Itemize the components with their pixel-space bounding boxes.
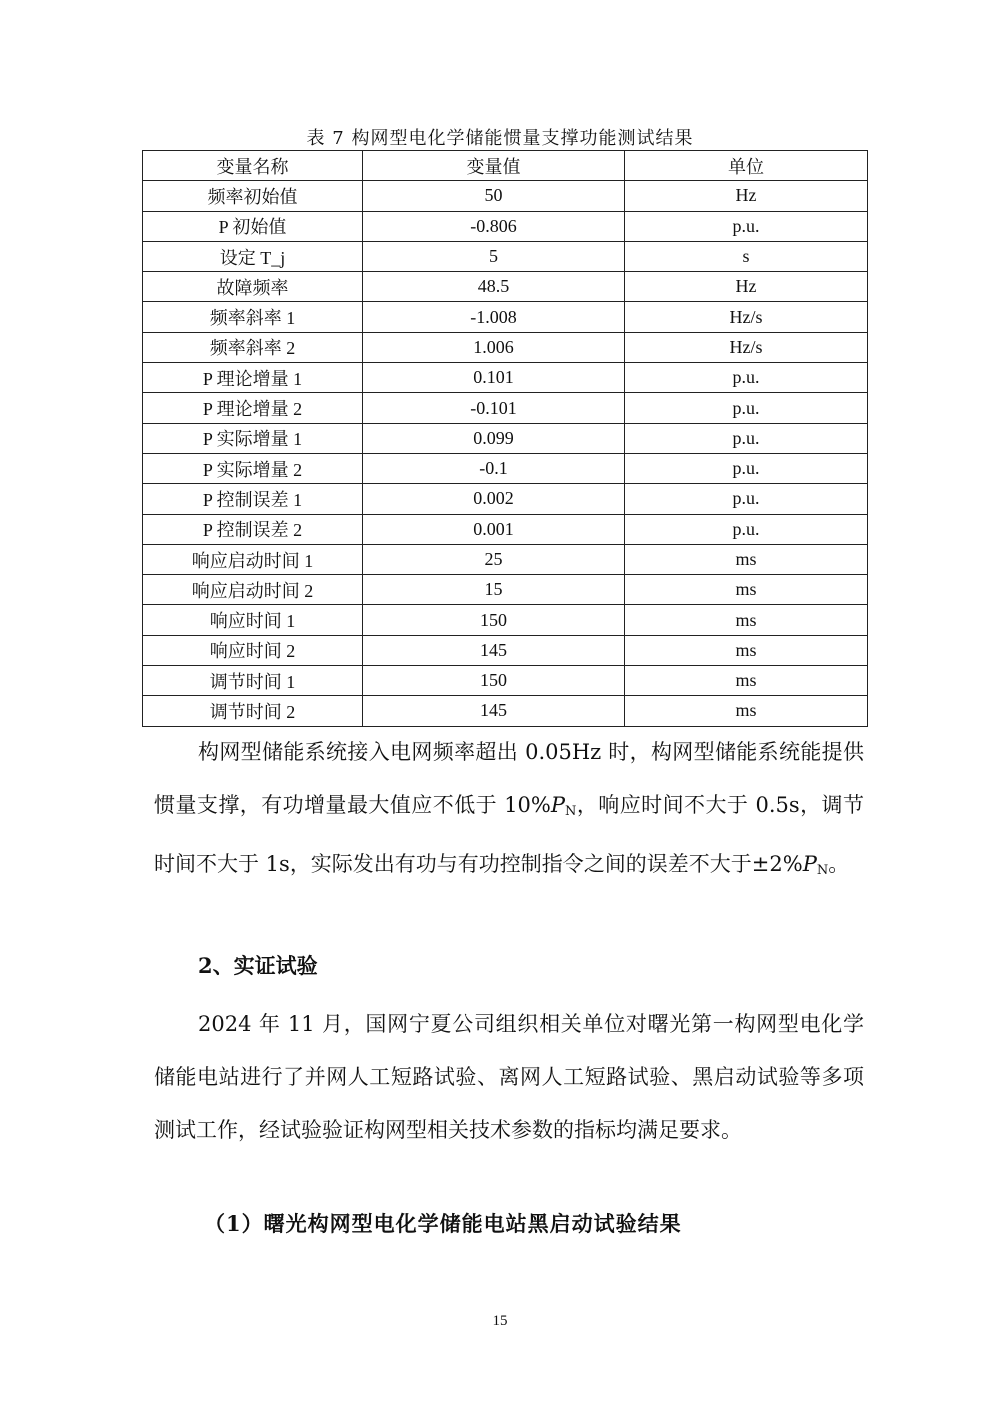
table-caption: 表 7 构网型电化学储能惯量支撑功能测试结果 xyxy=(306,128,694,149)
cell-variable-name: P 控制误差 1 xyxy=(143,484,363,514)
cell-variable-name: 调节时间 1 xyxy=(143,666,363,696)
cell-variable-name: 频率初始值 xyxy=(143,181,363,211)
cell-unit: ms xyxy=(625,575,868,605)
cell-variable-value: 0.099 xyxy=(363,423,625,453)
paragraph2-text: 2024 年 11 月，国网宁夏公司组织相关单位对曙光第一构网型电化学储能电站进行了并网人工短路试验、离网人工短路试验、黑启动试验等多项测试工作，经试验验证构网型相关技术参数的指标均满足要求。 xyxy=(154,1012,864,1142)
cell-variable-value: 145 xyxy=(363,635,625,665)
cell-variable-value: 48.5 xyxy=(363,272,625,302)
table-row xyxy=(143,605,868,635)
table-row xyxy=(143,332,868,362)
cell-variable-name: 调节时间 2 xyxy=(143,696,363,726)
cell-unit: p.u. xyxy=(625,484,868,514)
cell-unit: p.u. xyxy=(625,211,868,241)
p-symbol: P xyxy=(550,793,566,817)
table-row xyxy=(143,635,868,665)
cell-variable-name: 响应时间 2 xyxy=(143,635,363,665)
paragraph1-text-b: ，响应时间不大于 0.5s，调节时间不大于 1s，实际发出有功与有功控制指令之间的误差不大于±2% xyxy=(154,793,864,876)
cell-variable-name: P 初始值 xyxy=(143,211,363,241)
paragraph1-text-a: 构网型储能系统接入电网频率超出 0.05Hz 时，构网型储能系统能提供惯量支撑，有功增量最大值应不低于 10% xyxy=(154,740,864,817)
cell-variable-value: 145 xyxy=(363,696,625,726)
table-row xyxy=(143,181,868,211)
cell-variable-value: 25 xyxy=(363,544,625,574)
cell-variable-value: 0.001 xyxy=(363,514,625,544)
table-row xyxy=(143,514,868,544)
paragraph-empirical-test xyxy=(154,998,864,1157)
cell-variable-name: P 控制误差 2 xyxy=(143,514,363,544)
cell-variable-value: 0.101 xyxy=(363,363,625,393)
cell-variable-value: -0.806 xyxy=(363,211,625,241)
cell-variable-name: P 实际增量 1 xyxy=(143,423,363,453)
cell-variable-name: 响应时间 1 xyxy=(143,605,363,635)
cell-variable-value: -1.008 xyxy=(363,302,625,332)
cell-variable-value: 0.002 xyxy=(363,484,625,514)
page-number: 15 xyxy=(492,1313,508,1329)
cell-unit: p.u. xyxy=(625,514,868,544)
table-header-row xyxy=(143,151,868,181)
n-subscript-2: N xyxy=(816,863,829,878)
cell-variable-name: P 理论增量 2 xyxy=(143,393,363,423)
cell-variable-name: 频率斜率 2 xyxy=(143,332,363,362)
cell-variable-name: 响应启动时间 2 xyxy=(143,575,363,605)
cell-unit: Hz/s xyxy=(625,302,868,332)
subsection-heading-black-start: （1）曙光构网型电化学储能电站黑启动试验结果 xyxy=(204,1211,682,1236)
table-row xyxy=(143,363,868,393)
cell-unit: s xyxy=(625,241,868,271)
cell-unit: ms xyxy=(625,544,868,574)
cell-variable-name: P 实际增量 2 xyxy=(143,453,363,483)
section-heading-empirical-test: 2、实证试验 xyxy=(198,953,318,978)
cell-unit: ms xyxy=(625,696,868,726)
cell-unit: ms xyxy=(625,666,868,696)
table-row xyxy=(143,272,868,302)
table-row xyxy=(143,484,868,514)
cell-variable-value: 150 xyxy=(363,666,625,696)
table-row xyxy=(143,241,868,271)
p-symbol-2: P xyxy=(802,852,817,876)
cell-variable-name: 频率斜率 1 xyxy=(143,302,363,332)
table-row xyxy=(143,302,868,332)
cell-unit: Hz xyxy=(625,272,868,302)
cell-variable-name: P 理论增量 1 xyxy=(143,363,363,393)
cell-variable-value: -0.1 xyxy=(363,453,625,483)
cell-variable-name: 设定 T_j xyxy=(143,241,363,271)
cell-unit: ms xyxy=(625,635,868,665)
header-variable-name: 变量名称 xyxy=(143,151,363,181)
n-subscript: N xyxy=(565,804,577,819)
table-row xyxy=(143,575,868,605)
cell-variable-value: 50 xyxy=(363,181,625,211)
header-unit: 单位 xyxy=(625,151,868,181)
cell-unit: p.u. xyxy=(625,393,868,423)
table-row xyxy=(143,423,868,453)
cell-variable-name: 故障频率 xyxy=(143,272,363,302)
cell-variable-value: 1.006 xyxy=(363,332,625,362)
header-variable-value: 变量值 xyxy=(363,151,625,181)
paragraph1-text-c: 。 xyxy=(828,852,850,876)
table-row xyxy=(143,211,868,241)
cell-unit: p.u. xyxy=(625,453,868,483)
table-row xyxy=(143,544,868,574)
cell-unit: p.u. xyxy=(625,423,868,453)
test-results-table xyxy=(142,150,868,727)
table-row xyxy=(143,453,868,483)
cell-variable-value: 15 xyxy=(363,575,625,605)
cell-variable-value: -0.101 xyxy=(363,393,625,423)
cell-unit: ms xyxy=(625,605,868,635)
table-body xyxy=(143,181,868,726)
cell-unit: p.u. xyxy=(625,363,868,393)
cell-unit: Hz xyxy=(625,181,868,211)
table-row xyxy=(143,393,868,423)
table-row xyxy=(143,666,868,696)
cell-variable-name: 响应启动时间 1 xyxy=(143,544,363,574)
cell-variable-value: 150 xyxy=(363,605,625,635)
cell-variable-value: 5 xyxy=(363,241,625,271)
paragraph-requirements xyxy=(154,726,864,897)
cell-unit: Hz/s xyxy=(625,332,868,362)
table-row xyxy=(143,696,868,726)
